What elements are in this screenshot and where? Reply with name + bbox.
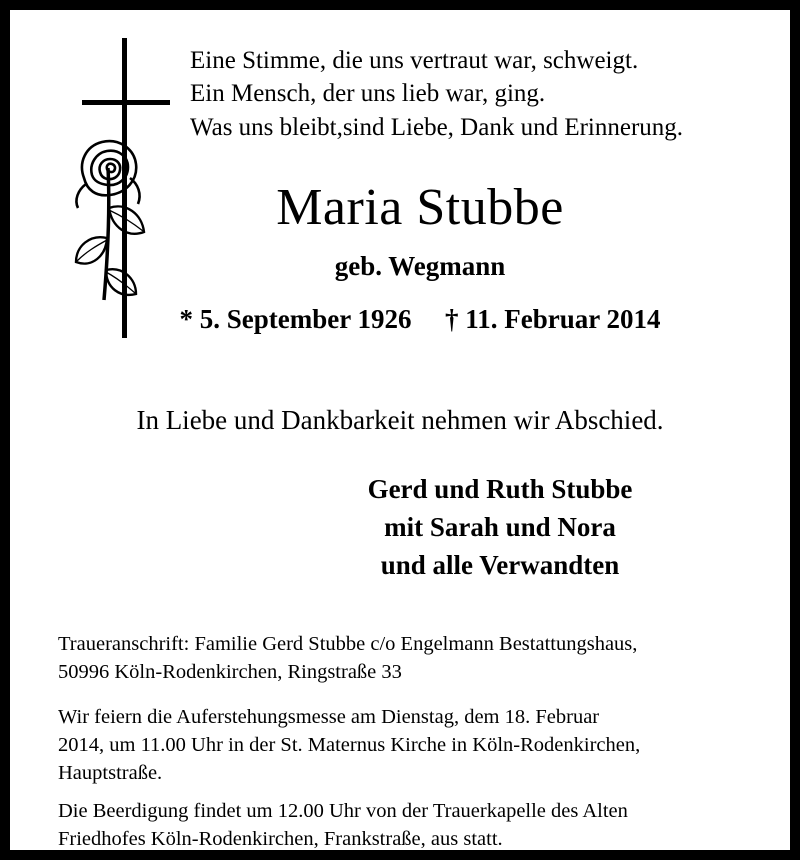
verse-line-2: Ein Mensch, der uns lieb war, ging. [190,80,546,108]
mourner-line-2: mit Sarah und Nora [384,512,616,543]
birth-date: * 5. September 1926 [179,303,412,334]
service-line-2: 2014, um 11.00 Uhr in der St. Maternus Kirche in Köln-Rodenkirchen, [58,734,641,757]
mourner-line-3: und alle Verwandten [380,550,620,581]
deceased-name: Maria Stubbe [276,178,564,236]
burial-line-1: Die Beerdigung findet um 12.00 Uhr von der Trauerkapelle des Alten [58,800,628,823]
cross-and-rose-icon [64,38,184,348]
verse-block [190,36,760,144]
maiden-name: geb. Wegmann [334,250,506,281]
address-line-2: 50996 Köln-Rodenkirchen, Ringstraße 33 [58,660,402,683]
farewell-line: In Liebe und Dankbarkeit nehmen wir Abschied. [136,404,664,435]
death-date: † 11. Februar 2014 [444,303,661,334]
service-line-3: Hauptstraße. [58,762,163,785]
obituary-inner [10,10,790,850]
burial-info-block [58,798,760,854]
address-line-1: Traueranschrift: Familie Gerd Stubbe c/o Engelmann Bestattungshaus, [58,632,638,655]
mourners-block [240,470,760,585]
service-info-block [58,704,760,788]
contact-address-block [58,631,760,687]
verse-line-3: Was uns bleibt,sind Liebe, Dank und Erinnerung. [190,113,684,141]
service-line-1: Wir feiern die Auferstehungsmesse am Dienstag, dem 18. Februar [58,706,600,729]
mourner-line-1: Gerd und Ruth Stubbe [367,473,633,504]
verse-line-1: Eine Stimme, die uns vertraut war, schweigt. [190,47,639,74]
burial-line-2: Friedhofes Köln-Rodenkirchen, Frankstraße, aus statt. [58,827,503,850]
